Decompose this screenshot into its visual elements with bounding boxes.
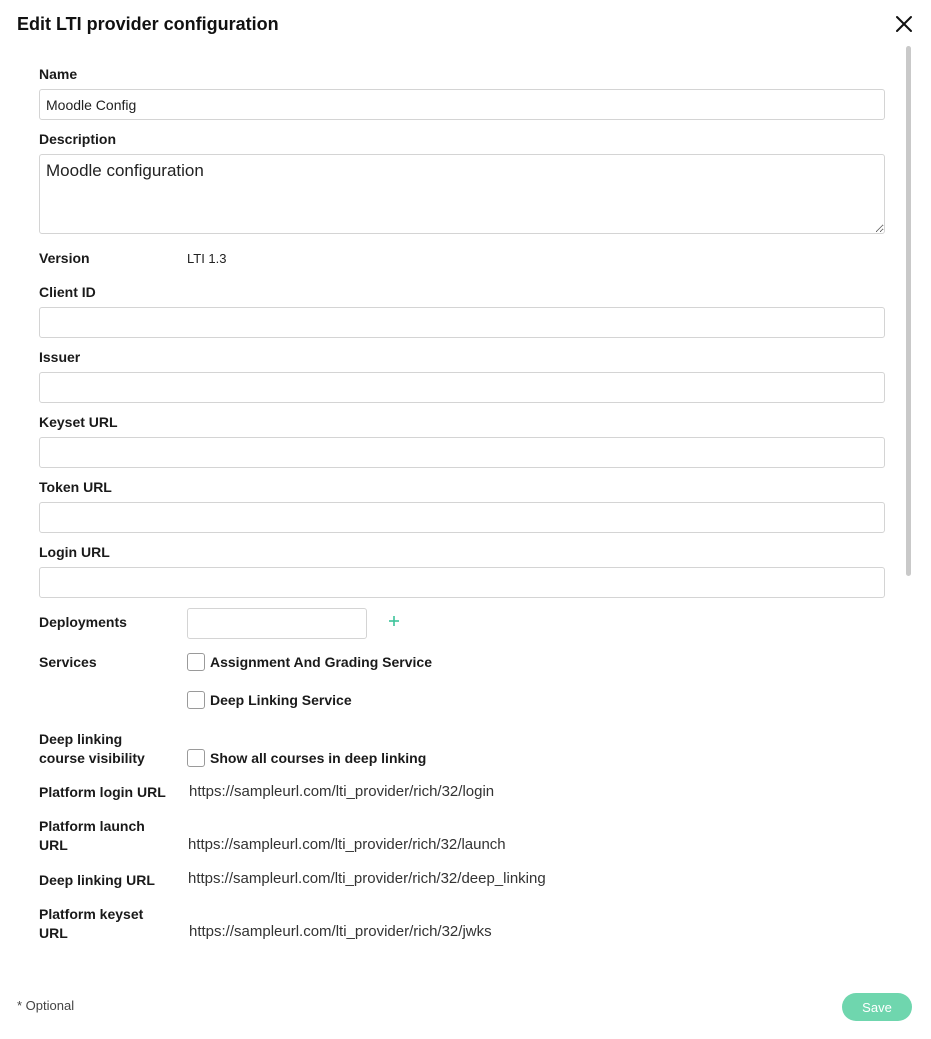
name-label: Name xyxy=(39,66,78,82)
deployments-input[interactable] xyxy=(187,608,367,639)
platform-login-url-label: Platform login URL xyxy=(39,784,166,800)
show-all-courses-option[interactable] xyxy=(187,748,426,768)
token-url-input[interactable] xyxy=(39,502,885,533)
services-label: Services xyxy=(39,654,97,670)
client-id-input[interactable] xyxy=(39,307,885,338)
platform-keyset-url-value: https://sampleurl.com/lti_provider/rich/32/jwks xyxy=(189,923,492,940)
version-label: Version xyxy=(39,250,90,266)
login-url-input[interactable] xyxy=(39,567,885,598)
name-input[interactable] xyxy=(39,89,885,120)
platform-keyset-url-label-line1: Platform keyset xyxy=(39,906,144,922)
description-textarea[interactable] xyxy=(39,154,885,234)
issuer-input[interactable] xyxy=(39,372,885,403)
plus-icon xyxy=(385,612,403,630)
assignment-grading-label: Assignment And Grading Service xyxy=(210,654,432,670)
save-button[interactable]: Save xyxy=(842,993,912,1021)
close-button[interactable] xyxy=(893,13,915,35)
keyset-url-input[interactable] xyxy=(39,437,885,468)
deep-linking-service-option[interactable] xyxy=(187,690,352,710)
deep-linking-visibility-label-line1: Deep linking xyxy=(39,731,123,747)
deep-linking-url-value: https://sampleurl.com/lti_provider/rich/32/deep_linking xyxy=(188,870,546,887)
dialog-title: Edit LTI provider configuration xyxy=(17,14,279,34)
platform-launch-url-label-line2: URL xyxy=(39,837,68,853)
platform-login-url-value: https://sampleurl.com/lti_provider/rich/32/login xyxy=(189,783,495,800)
deep-linking-url-label: Deep linking URL xyxy=(39,872,155,888)
deep-linking-service-label: Deep Linking Service xyxy=(210,692,352,708)
show-all-courses-label: Show all courses in deep linking xyxy=(210,750,427,766)
deep-linking-visibility-label-line2: course visibility xyxy=(39,750,145,766)
scrollbar-thumb[interactable] xyxy=(906,46,911,576)
scrollbar[interactable] xyxy=(906,46,911,576)
version-value: LTI 1.3 xyxy=(187,251,227,266)
description-label: Description xyxy=(39,131,117,147)
optional-note: * Optional xyxy=(17,998,75,1013)
assignment-grading-service-option[interactable] xyxy=(187,652,432,672)
add-deployment-button[interactable] xyxy=(385,612,403,630)
client-id-label: Client ID xyxy=(39,284,96,300)
login-url-label: Login URL xyxy=(39,544,110,560)
deployments-label: Deployments xyxy=(39,614,127,630)
platform-launch-url-label-line1: Platform launch xyxy=(39,818,145,834)
assignment-grading-checkbox[interactable] xyxy=(187,653,205,671)
issuer-label: Issuer xyxy=(39,349,81,365)
keyset-url-label: Keyset URL xyxy=(39,414,118,430)
deep-linking-checkbox[interactable] xyxy=(187,691,205,709)
platform-launch-url-value: https://sampleurl.com/lti_provider/rich/32/launch xyxy=(188,836,506,853)
show-all-courses-checkbox[interactable] xyxy=(187,749,205,767)
token-url-label: Token URL xyxy=(39,479,112,495)
platform-keyset-url-label-line2: URL xyxy=(39,925,68,941)
close-icon xyxy=(893,13,915,35)
